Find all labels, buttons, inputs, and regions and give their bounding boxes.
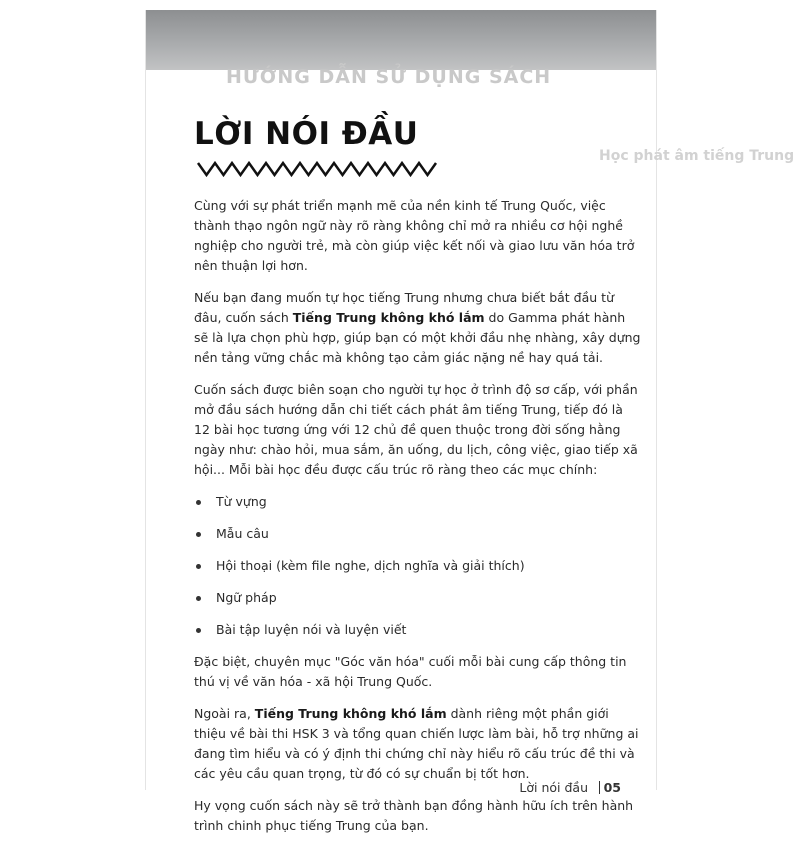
paragraph-hsk: Ngoài ra, Tiếng Trung không khó lắm dành riêng một phần giới thiệu về bài thi HSK 3 và tổng quan chiến lược làm bài, hỗ trợ những ai đang tìm hiểu và có ý định thi chứng chỉ này hiểu rõ cấu trúc đề thi và các yêu cầu quan trọng, từ đó có sự chuẩn bị tốt hơn.: [194, 706, 639, 781]
zigzag-divider: [194, 155, 444, 185]
bleed-through-header: HƯỚNG DẪN SỬ DỤNG SÁCH: [226, 66, 552, 88]
book-title-bold: Tiếng Trung không khó lắm: [254, 706, 447, 721]
page-number: 05: [603, 780, 621, 795]
list-item: Hội thoại (kèm file nghe, dịch nghĩa và giải thích): [194, 556, 642, 576]
list-item: Mẫu câu: [194, 524, 642, 544]
list-item: Ngữ pháp: [194, 588, 642, 608]
paragraph-closing: Hy vọng cuốn sách này sẽ trở thành bạn đồng hành hữu ích trên hành trình chinh phục tiếng Trung của bạn.: [194, 798, 634, 833]
book-page: [145, 10, 795, 833]
section-list: [194, 492, 642, 640]
footer-separator: [599, 781, 600, 794]
page-footer: [146, 778, 656, 796]
paragraph-culture: Đặc biệt, chuyên mục "Góc văn hóa" cuối mỗi bài cung cấp thông tin thú vị về văn hóa - xã hội Trung Quốc.: [194, 654, 627, 689]
scan-shadow-band: [146, 10, 656, 70]
book-title-bold: Tiếng Trung không khó lắm: [292, 310, 485, 325]
body-text: [194, 196, 642, 848]
bleed-through-subtitle: Học phát âm tiếng Trung: [599, 148, 795, 164]
footer-section-label: Lời nói đầu: [519, 780, 588, 795]
paragraph-intro: Cùng với sự phát triển mạnh mẽ của nền kinh tế Trung Quốc, việc thành thạo ngôn ngữ này rõ ràng không chỉ mở ra nhiều cơ hội nghề nghiệp cho người trẻ, mà còn giúp việc kết nối và giao lưu văn hóa trở nên thuận lợi hơn.: [194, 198, 635, 273]
paragraph-structure: Cuốn sách được biên soạn cho người tự học ở trình độ sơ cấp, với phần mở đầu sách hướng dẫn chi tiết cách phát âm tiếng Trung, tiếp đó là 12 bài học tương ứng với 12 chủ đề quen thuộc trong đời sống hằng ngày như: chào hỏi, mua sắm, ăn uống, du lịch, công việc, giao tiếp xã hội... Mỗi bài học đều được cấu trúc rõ ràng theo các mục chính:: [194, 382, 638, 477]
page-title: LỜI NÓI ĐẦU: [194, 116, 419, 152]
paragraph-book-intro: Nếu bạn đang muốn tự học tiếng Trung nhưng chưa biết bắt đầu từ đâu, cuốn sách Tiếng Trung không khó lắm do Gamma phát hành sẽ là lựa chọn phù hợp, giúp bạn có một khởi đầu nhẹ nhàng, xây dựng nền tảng vững chắc mà không tạo cảm giác nặng nề hay quá tải.: [194, 290, 641, 365]
list-item: Bài tập luyện nói và luyện viết: [194, 620, 642, 640]
list-item: Từ vựng: [194, 492, 642, 512]
